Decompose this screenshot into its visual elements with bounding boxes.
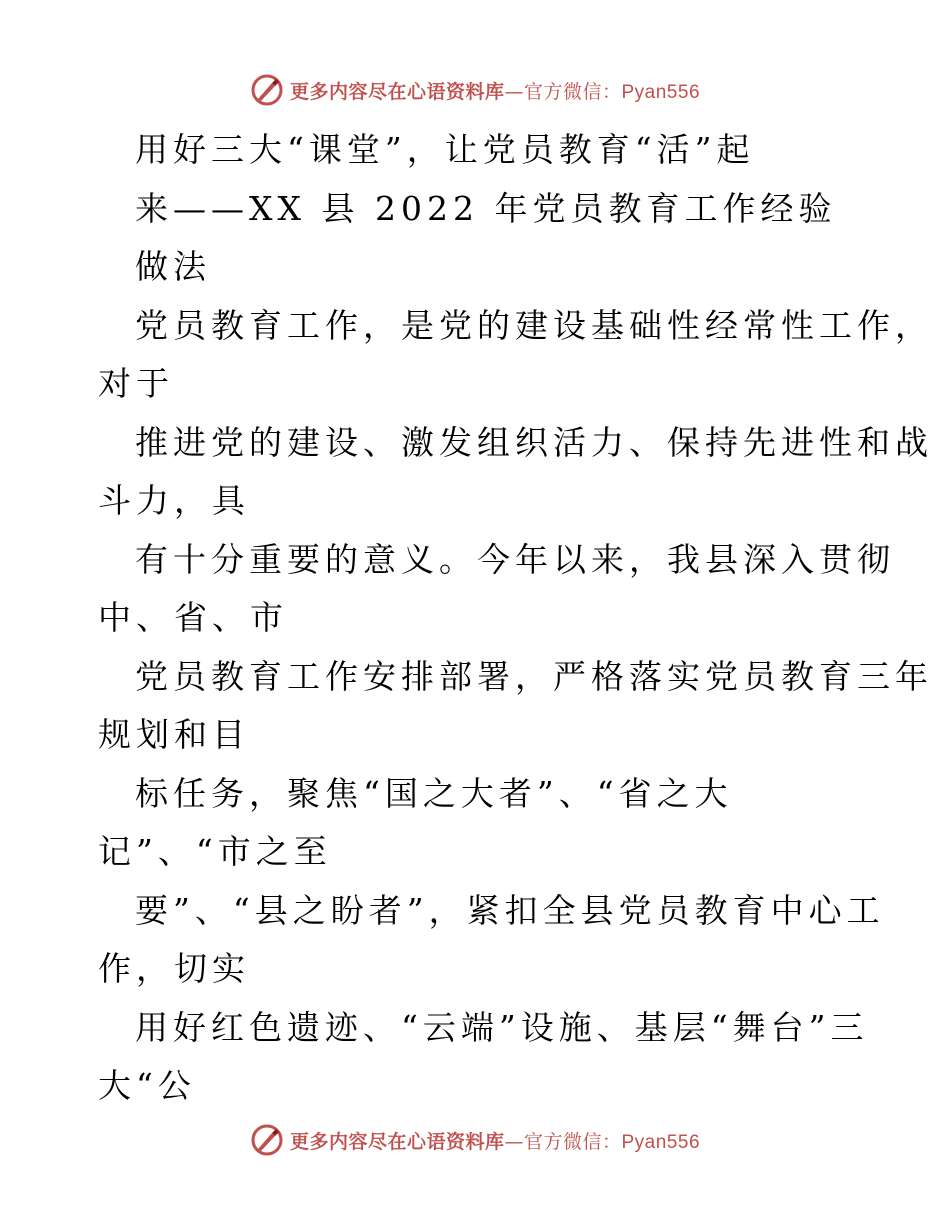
watermark-dash: — xyxy=(504,1130,524,1153)
watermark-text xyxy=(290,77,700,104)
watermark-wechat-label: 官方微信： xyxy=(523,1130,622,1153)
watermark-site: 更多内容尽在心语资料库 xyxy=(289,1130,505,1153)
text-line: 做法 xyxy=(135,247,211,286)
watermark-wechat-label: 官方微信： xyxy=(523,80,622,103)
text-line: 用好红色遗迹、“云端”设施、基层“舞台”三 xyxy=(135,1007,869,1047)
text-line: 用好三大“课堂”，让党员教育“活”起 xyxy=(135,130,755,169)
document-body xyxy=(98,121,933,1116)
text-line: 对于 xyxy=(98,364,174,403)
footer-watermark xyxy=(0,1120,950,1160)
text-line: 来——XX 县 2022 年党员教育工作经验 xyxy=(135,188,837,228)
watermark-text xyxy=(290,1127,700,1154)
text-line: 推进党的建设、激发组织活力、保持先进性和战 xyxy=(135,422,933,462)
text-line: 要”、“县之盼者”，紧扣全县党员教育中心工 xyxy=(135,890,885,930)
text-line: 有十分重要的意义。今年以来，我县深入贯彻 xyxy=(135,539,895,579)
text-line: 记”、“市之至 xyxy=(98,832,332,871)
text-line: 大“公 xyxy=(98,1066,196,1105)
text-line: 作，切实 xyxy=(98,949,250,988)
text-line: 党员教育工作安排部署，严格落实党员教育三年 xyxy=(135,656,933,696)
text-line: 斗力，具 xyxy=(98,481,250,520)
pen-seal-icon xyxy=(250,1123,284,1157)
header-watermark xyxy=(0,70,950,110)
text-line: 标任务，聚焦“国之大者”、“省之大 xyxy=(135,773,733,813)
watermark-wechat-id: Pyan556 xyxy=(621,1131,701,1153)
text-line: 规划和目 xyxy=(98,715,250,754)
pen-seal-icon xyxy=(250,73,284,107)
watermark-site: 更多内容尽在心语资料库 xyxy=(289,80,505,103)
text-line: 中、省、市 xyxy=(98,598,288,637)
watermark-dash: — xyxy=(504,80,524,103)
watermark-wechat-id: Pyan556 xyxy=(621,81,701,103)
text-line: 党员教育工作，是党的建设基础性经常性工作， xyxy=(135,305,933,345)
